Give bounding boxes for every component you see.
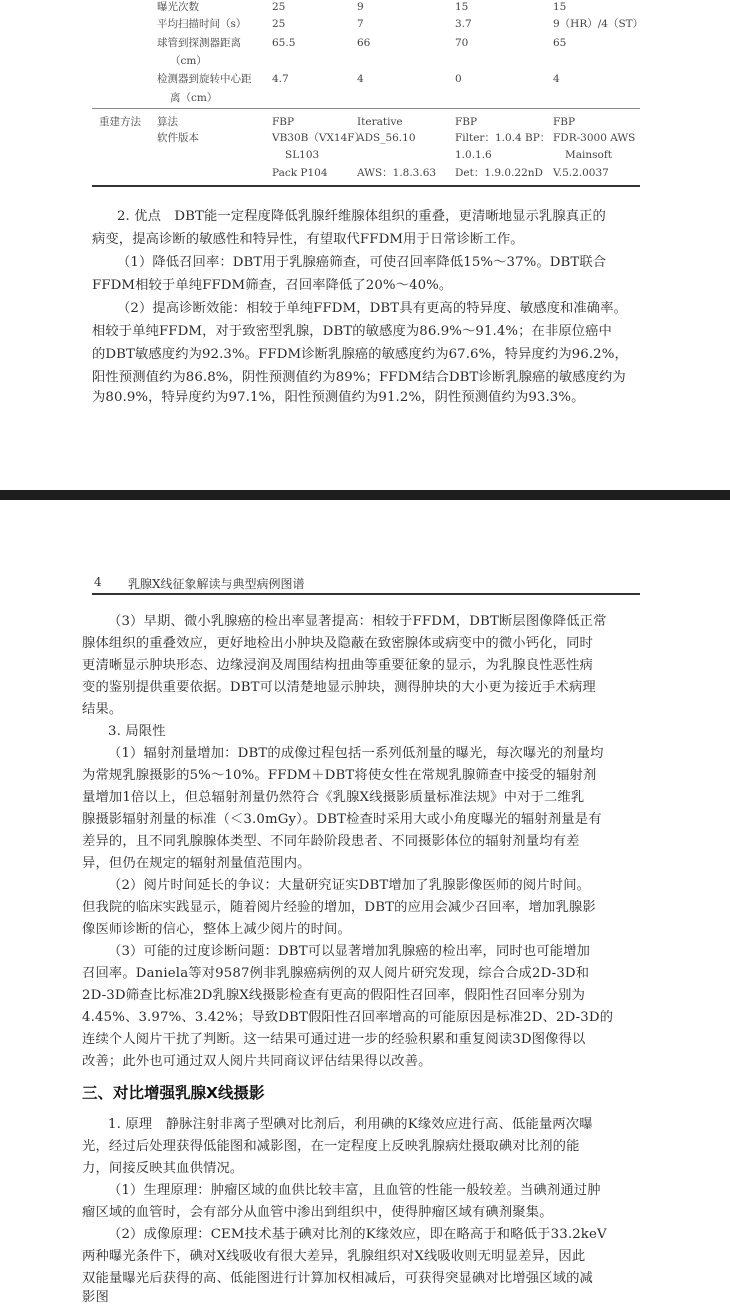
page-separator: [0, 490, 730, 500]
paragraph-line: 的DBT敏感度约为92.3%。FFDM诊断乳腺癌的敏感度约为67.6%，特异度约为96.2%，: [92, 347, 628, 362]
paragraph-line: 更清晰显示肿块形态、边缘浸润及周围结构扭曲等重要征象的显示，为乳腺良性恶性病: [82, 658, 593, 673]
table-cell: Mainsoft: [565, 149, 612, 161]
paragraph-line: 腺体组织的重叠效应，更好地检出小肿块及隐蔽在致密腺体或病变中的微小钙化，同时: [82, 636, 593, 651]
table-category: 重建方法: [99, 116, 141, 128]
paragraph-line: 结果。: [82, 702, 123, 717]
paragraph-line: （3）可能的过度诊断问题：DBT可以显著增加乳腺癌的检出率，同时也可能增加: [108, 944, 591, 959]
table-cell: 9: [357, 1, 364, 13]
header-rule: [92, 593, 640, 595]
paragraph-line: 腺摄影辐射剂量的标准（＜3.0mGy）。DBT检查时采用大或小角度曝光的辐射剂量是有: [82, 812, 602, 827]
paragraph-line: （2）阅片时间延长的争议：大量研究证实DBT增加了乳腺影像医师的阅片时间。: [108, 878, 591, 893]
paragraph-line: 瘤区域的血管时，会有部分从血管中渗出到组织中，使得肿瘤区域有碘剂聚集。: [82, 1205, 553, 1220]
table-cell: AWS：1.8.3.63: [357, 167, 437, 179]
table-cell: VB30B（VX14F）: [272, 132, 366, 144]
table-cell: Filter：1.0.4 BP：: [455, 132, 551, 144]
running-header-title: 乳腺X线征象解读与典型病例图谱: [128, 577, 305, 591]
paragraph-line: 像医师诊断的信心，整体上减少阅片的时间。: [82, 922, 351, 937]
table-cell: 65.5: [272, 37, 296, 49]
table-cell: Det：1.9.0.22nD: [455, 167, 543, 179]
table-row-label-cont: （cm）: [170, 55, 207, 67]
paragraph-line: 力，间接反映其血供情况。: [82, 1161, 244, 1176]
paragraph-line: 为常规乳腺摄影的5%～10%。FFDM＋DBT将使女性在常规乳腺筛查中接受的辐射剂: [82, 768, 597, 783]
paragraph-line: 双能量曝光后获得的高、低能图进行计算加权相减后，可获得突显碘对比增强区域的减: [82, 1271, 593, 1286]
page-number: 4: [94, 575, 102, 589]
table-divider: [92, 108, 640, 109]
table-cell: 3.7: [455, 18, 472, 30]
table-cell: 0: [455, 73, 462, 85]
table-cell: 70: [455, 37, 469, 49]
paragraph-line: 召回率。Daniela等对9587例非乳腺癌病例的双人阅片研究发现，综合合成2D-3D和: [82, 966, 590, 981]
table-cell: 15: [455, 1, 469, 13]
paragraph-line: 差异的，且不同乳腺腺体类型、不同年龄阶段患者、不同摄影体位的辐射剂量均有差: [82, 834, 580, 849]
paragraph-line: （1）生理原理：肿瘤区域的血供比较丰富，且血管的性能一般较差。当碘剂通过肿: [108, 1183, 601, 1198]
table-cell: Iterative: [357, 116, 403, 128]
table-row-label: 软件版本: [157, 132, 199, 144]
paragraph-line: 1. 原理 静脉注射非离子型碘对比剂后，利用碘的K缘效应进行高、低能量两次曝: [108, 1117, 593, 1132]
table-cell: 25: [272, 18, 286, 30]
paragraph-line: 4.45%、3.97%、3.42%；导致DBT假阳性召回率增高的可能原因是标准2D、2D-3D的: [82, 1010, 614, 1025]
table-bottom-rule: [92, 185, 640, 187]
paragraph-line: 阳性预测值约为86.8%，阴性预测值约为89%；FFDM结合DBT诊断乳腺癌的敏感度约为: [92, 370, 626, 385]
table-cell: 66: [357, 37, 371, 49]
table-row-label: 平均扫描时间（s）: [157, 18, 247, 30]
paragraph-line: 连续个人阅片干扰了判断。这一结果可通过进一步的经验积累和重复阅读3D图像得以: [82, 1032, 586, 1047]
table-row-label-cont: 离（cm）: [170, 92, 218, 104]
paragraph-line: （2）成像原理：CEM技术基于碘对比剂的K缘效应，即在略高于和略低于33.2keV: [108, 1227, 607, 1242]
paragraph-line: 相较于单纯FFDM，对于致密型乳腺，DBT的敏感度为86.9%～91.4%；在非原位癌中: [92, 324, 612, 339]
table-row-label: 曝光次数: [157, 1, 199, 13]
paragraph-line: 影图: [82, 1290, 109, 1305]
table-cell: FBP: [455, 116, 478, 128]
paragraph-line: 异，但仍在规定的辐射剂量值范围内。: [82, 856, 311, 871]
paragraph-line: 2. 优点 DBT能一定程度降低乳腺纤维腺体组织的重叠，更清晰地显示乳腺真正的: [117, 209, 606, 224]
paragraph-line: 改善；此外也可通过双人阅片共同商议评估结果得以改善。: [82, 1054, 432, 1069]
table-cell: 25: [272, 1, 286, 13]
table-cell: FBP: [553, 116, 576, 128]
paragraph-line: （1）降低召回率：DBT用于乳腺癌筛查，可使召回率降低15%～37%。DBT联合: [117, 255, 607, 270]
table-cell: SL103: [285, 149, 320, 161]
table-cell: V.5.2.0037: [553, 167, 609, 179]
table-cell: 4: [357, 73, 364, 85]
paragraph-line: 光，经过后处理获得低能图和减影图，在一定程度上反映乳腺病灶摄取碘对比剂的能: [82, 1139, 580, 1154]
paragraph-line: （2）提高诊断效能：相较于单纯FFDM，DBT具有更高的特异度、敏感度和准确率。: [117, 301, 627, 316]
table-cell: 1.0.1.6: [455, 149, 492, 161]
table-cell: 4: [553, 73, 560, 85]
paragraph-line: 病变，提高诊断的敏感性和特异性，有望取代FFDM用于日常诊断工作。: [92, 232, 524, 247]
table-cell: 15: [553, 1, 567, 13]
paragraph-line: 两种曝光条件下，碘对X线吸收有很大差异，乳腺组织对X线吸收则无明显差异，因此: [82, 1249, 586, 1264]
table-row-label: 球管到探测器距离: [157, 37, 241, 49]
table-cell: Pack P104: [272, 167, 328, 179]
table-cell: 7: [357, 18, 364, 30]
paragraph-line: FFDM相较于单纯FFDM筛查，召回率降低了20%～40%。: [92, 278, 453, 293]
paragraph-line: 但我院的临床实践显示，随着阅片经验的增加，DBT的应用会减少召回率，增加乳腺影: [82, 900, 596, 915]
paragraph-line: 为80.9%，特异度约为97.1%，阳性预测值约为91.2%，阴性预测值约为93.3%。: [92, 390, 585, 405]
table-row-label: 检测器到旋转中心距: [157, 73, 252, 85]
paragraph-line: （1）辐射剂量增加：DBT的成像过程包括一系列低剂量的曝光，每次曝光的剂量均: [108, 746, 604, 761]
paragraph-line: 变的鉴别提供重要依据。DBT可以清楚地显示肿块，测得肿块的大小更为接近手术病理: [82, 680, 596, 695]
table-cell: FDR-3000 AWS: [553, 132, 636, 144]
table-cell: 4.7: [272, 73, 289, 85]
paragraph-line: （3）早期、微小乳腺癌的检出率显著提高：相较于FFDM，DBT断层图像降低正常: [108, 614, 607, 629]
paragraph-line: 量增加1倍以上，但总辐射剂量仍然符合《乳腺X线摄影质量标准法规》中对于二维乳: [82, 790, 585, 805]
table-row-label: 算法: [157, 116, 178, 128]
table-cell: ADS_56.10: [357, 132, 416, 144]
table-cell: FBP: [272, 116, 295, 128]
paragraph-line: 2D-3D筛查比标准2D乳腺X线摄影检查有更高的假阳性召回率，假阳性召回率分别为: [82, 988, 586, 1003]
table-cell: 9（HR）/4（ST）: [553, 18, 644, 30]
subheading: 3. 局限性: [108, 724, 166, 739]
section-title: 三、对比增强乳腺X线摄影: [82, 1084, 265, 1102]
table-cell: 65: [553, 37, 567, 49]
